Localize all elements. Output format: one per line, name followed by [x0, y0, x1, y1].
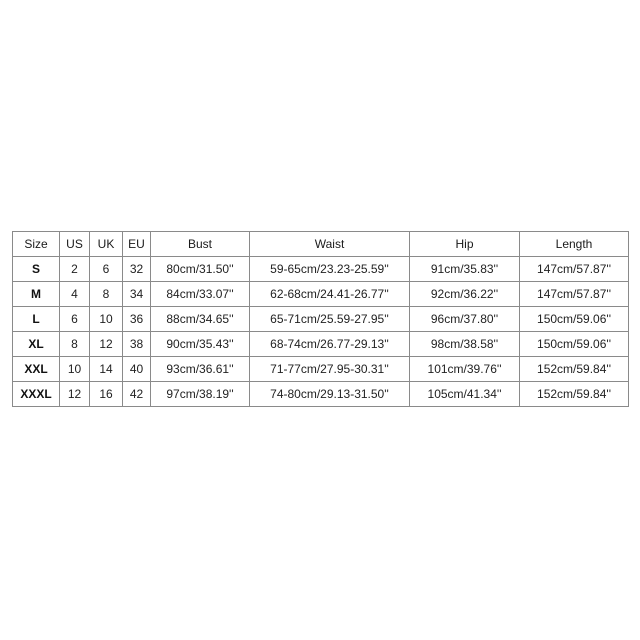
hip-cell: 98cm/38.58'' [410, 332, 520, 357]
length-cell: 150cm/59.06'' [520, 332, 629, 357]
bust-cell: 88cm/34.65'' [151, 307, 250, 332]
uk-cell: 8 [90, 282, 123, 307]
header-size: Size [13, 232, 60, 257]
table-row [13, 307, 629, 332]
hip-cell: 92cm/36.22'' [410, 282, 520, 307]
bust-cell: 93cm/36.61'' [151, 357, 250, 382]
eu-cell: 34 [123, 282, 151, 307]
us-cell: 10 [60, 357, 90, 382]
table-header [13, 232, 629, 257]
waist-cell: 59-65cm/23.23-25.59'' [250, 257, 410, 282]
waist-cell: 65-71cm/25.59-27.95'' [250, 307, 410, 332]
us-cell: 6 [60, 307, 90, 332]
eu-cell: 40 [123, 357, 151, 382]
size-cell: XXL [13, 357, 60, 382]
table-row [13, 357, 629, 382]
hip-cell: 105cm/41.34'' [410, 382, 520, 407]
bust-cell: 97cm/38.19'' [151, 382, 250, 407]
eu-cell: 36 [123, 307, 151, 332]
header-length: Length [520, 232, 629, 257]
uk-cell: 10 [90, 307, 123, 332]
bust-cell: 84cm/33.07'' [151, 282, 250, 307]
length-cell: 152cm/59.84'' [520, 357, 629, 382]
header-waist: Waist [250, 232, 410, 257]
length-cell: 152cm/59.84'' [520, 382, 629, 407]
length-cell: 147cm/57.87'' [520, 257, 629, 282]
uk-cell: 16 [90, 382, 123, 407]
header-uk: UK [90, 232, 123, 257]
us-cell: 8 [60, 332, 90, 357]
table-row [13, 282, 629, 307]
table-row [13, 257, 629, 282]
table-row [13, 382, 629, 407]
uk-cell: 12 [90, 332, 123, 357]
us-cell: 12 [60, 382, 90, 407]
eu-cell: 42 [123, 382, 151, 407]
header-hip: Hip [410, 232, 520, 257]
us-cell: 2 [60, 257, 90, 282]
table-body [13, 257, 629, 407]
hip-cell: 101cm/39.76'' [410, 357, 520, 382]
header-us: US [60, 232, 90, 257]
bust-cell: 90cm/35.43'' [151, 332, 250, 357]
size-cell: XL [13, 332, 60, 357]
size-cell: L [13, 307, 60, 332]
size-cell: M [13, 282, 60, 307]
header-bust: Bust [151, 232, 250, 257]
eu-cell: 38 [123, 332, 151, 357]
hip-cell: 96cm/37.80'' [410, 307, 520, 332]
size-cell: XXXL [13, 382, 60, 407]
length-cell: 150cm/59.06'' [520, 307, 629, 332]
eu-cell: 32 [123, 257, 151, 282]
length-cell: 147cm/57.87'' [520, 282, 629, 307]
waist-cell: 68-74cm/26.77-29.13'' [250, 332, 410, 357]
hip-cell: 91cm/35.83'' [410, 257, 520, 282]
size-chart-table [12, 231, 629, 407]
header-eu: EU [123, 232, 151, 257]
waist-cell: 74-80cm/29.13-31.50'' [250, 382, 410, 407]
header-row [13, 232, 629, 257]
bust-cell: 80cm/31.50'' [151, 257, 250, 282]
us-cell: 4 [60, 282, 90, 307]
uk-cell: 14 [90, 357, 123, 382]
waist-cell: 62-68cm/24.41-26.77'' [250, 282, 410, 307]
size-cell: S [13, 257, 60, 282]
table-row [13, 332, 629, 357]
uk-cell: 6 [90, 257, 123, 282]
waist-cell: 71-77cm/27.95-30.31'' [250, 357, 410, 382]
